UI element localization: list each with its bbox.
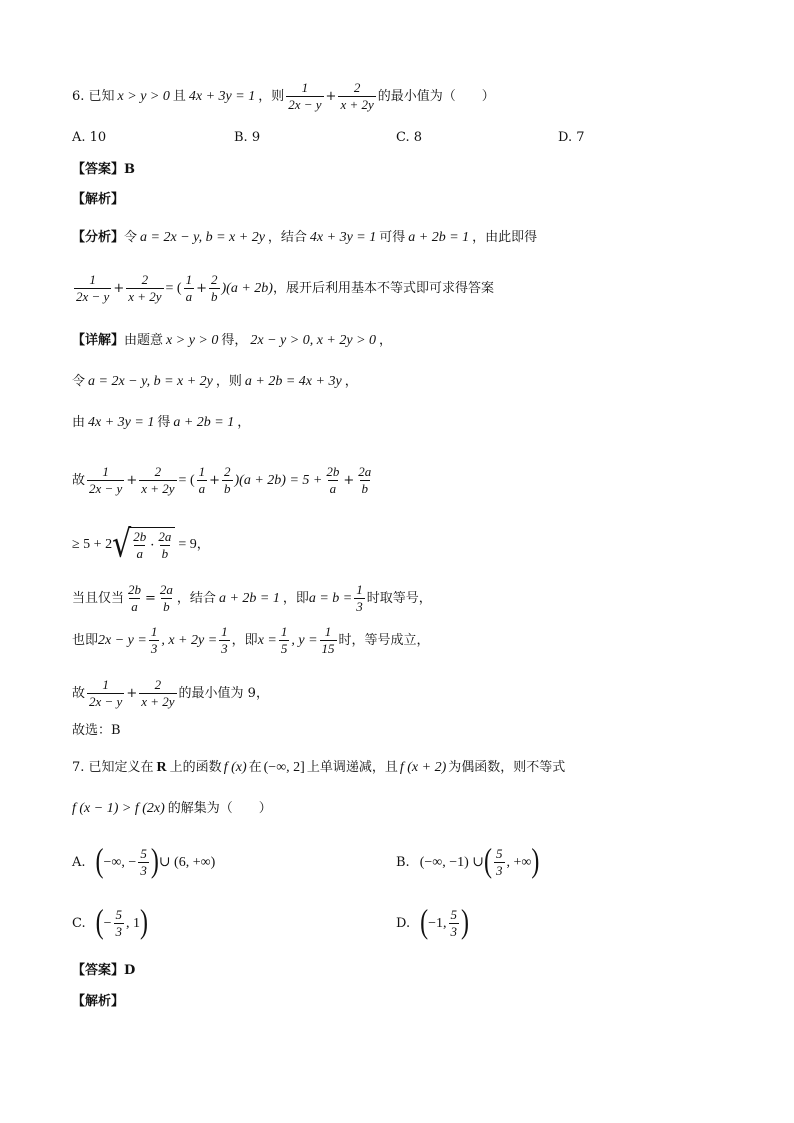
text: = 9 xyxy=(178,536,197,552)
text: 1 xyxy=(102,677,109,692)
text: )(a + 2b) = 5 + xyxy=(234,472,323,488)
text: ， xyxy=(196,536,210,552)
text: a = 2x − y, b = x + 2y xyxy=(140,230,265,245)
plus-sign: + xyxy=(325,88,337,104)
text: 令 xyxy=(124,230,138,245)
text: ，结合 xyxy=(267,230,307,245)
fraction xyxy=(131,529,148,562)
text: 2x − y xyxy=(89,694,123,709)
text: (−∞, −1) ∪ xyxy=(419,855,485,870)
text: 3 xyxy=(356,599,363,614)
text: 1 xyxy=(89,272,96,287)
text: ，则 xyxy=(215,374,242,389)
fraction xyxy=(126,582,143,615)
text: + xyxy=(343,472,355,488)
text: 3 xyxy=(221,641,228,656)
fraction xyxy=(449,907,460,940)
text: x + 2y xyxy=(141,481,175,496)
text: + xyxy=(209,472,221,488)
text: 1 xyxy=(198,464,206,479)
q6-detail-line6 xyxy=(72,582,432,615)
text: + xyxy=(196,280,207,296)
text: 可得 xyxy=(379,230,406,245)
text: (−∞, 2] xyxy=(263,760,305,775)
math-symbol: ) xyxy=(140,904,149,941)
text: a + 2b = 1 xyxy=(218,590,280,606)
text: 2a xyxy=(159,582,173,597)
text: 也即 xyxy=(72,632,99,648)
math-symbol xyxy=(129,527,175,562)
q6-condition-ineq: x > y > 0 xyxy=(117,88,170,104)
fraction xyxy=(494,846,505,879)
fraction xyxy=(126,272,163,305)
text: 时取等号， xyxy=(366,590,432,606)
text: a xyxy=(131,599,138,614)
fraction xyxy=(114,907,125,940)
text: 【分析】 xyxy=(72,230,125,245)
text: ，由此即得 xyxy=(472,230,538,245)
text: a + 2b = 4x + 3y xyxy=(244,374,342,389)
text: 1 xyxy=(185,272,193,287)
text: 15 xyxy=(321,641,335,656)
text: 上单调递减，且 xyxy=(306,760,398,775)
text: a + 2b = 1 xyxy=(408,230,470,245)
text: 得 xyxy=(157,415,171,430)
text: x > y > 0 xyxy=(166,333,219,348)
q6-detail-line4 xyxy=(72,464,375,497)
fraction xyxy=(139,677,176,710)
text: a xyxy=(185,289,193,304)
q6-option-b xyxy=(234,130,260,145)
text: )(a + 2b) xyxy=(221,280,273,296)
text: 2b xyxy=(326,464,340,479)
fraction xyxy=(87,677,124,710)
text: 2x − y = xyxy=(98,632,147,648)
q6-analysis-heading xyxy=(72,191,124,209)
square-root xyxy=(112,522,175,566)
math-symbol: √ xyxy=(112,522,132,566)
fraction xyxy=(87,464,124,497)
q6-option-d xyxy=(558,130,585,145)
q6-choose xyxy=(72,722,121,740)
text: a = b = xyxy=(308,590,353,606)
q7-stem-line1 xyxy=(72,759,565,777)
text: R xyxy=(156,760,167,775)
text: ∪ (6, +∞) xyxy=(158,855,216,870)
q7-stem-line2 xyxy=(72,800,272,818)
text: ，即 xyxy=(231,632,258,648)
text: ， xyxy=(379,333,393,348)
text: 2 xyxy=(353,80,361,95)
text: 2x − y > 0, x + 2y > 0 xyxy=(250,333,377,348)
text: A. 10 xyxy=(72,130,107,145)
text: ， xyxy=(237,415,251,430)
text: 的最小值为（ ） xyxy=(377,88,495,104)
text: 故选：B xyxy=(72,723,121,738)
q7-answer xyxy=(72,962,135,980)
text: 4x + 3y = 1 xyxy=(309,230,377,245)
text: a = 2x − y, b = x + 2y xyxy=(88,374,213,389)
q6-option-c xyxy=(396,130,422,145)
text: 在 xyxy=(248,760,262,775)
text: b xyxy=(361,481,368,496)
text: C. 8 xyxy=(396,130,423,145)
text: , x + 2y = xyxy=(161,632,218,648)
q6-condition-eq: 4x + 3y = 1 xyxy=(188,88,256,104)
text: 时，等号成立， xyxy=(338,632,430,648)
text: 2a xyxy=(158,529,172,544)
text: 由题意 xyxy=(124,333,164,348)
fraction xyxy=(222,464,233,497)
text: = ( xyxy=(178,472,195,488)
text: ，展开后利用基本不等式即可求得答案 xyxy=(272,280,494,296)
text: x + 2y xyxy=(340,97,374,112)
text: ，则 xyxy=(258,88,285,104)
q7-option-a xyxy=(72,843,216,880)
fraction xyxy=(138,846,149,879)
q7-option-b xyxy=(396,843,540,880)
math-symbol: ( xyxy=(95,904,104,941)
text: 【解析】 xyxy=(72,994,125,1009)
text: C. xyxy=(72,916,86,931)
text: , 1 xyxy=(126,915,141,931)
q7-option-c xyxy=(72,904,149,941)
text: 2x − y xyxy=(288,97,322,112)
text: x = xyxy=(257,632,277,648)
text: 1 xyxy=(102,464,109,479)
text: b xyxy=(224,481,231,496)
text: f (x) xyxy=(223,760,247,775)
text: − xyxy=(103,915,112,931)
text: 1 xyxy=(324,624,332,639)
text: 由 xyxy=(72,415,86,430)
text: 2b xyxy=(133,529,147,544)
text: D. 7 xyxy=(558,130,585,145)
text: 的最小值为 9， xyxy=(178,685,269,701)
text: f (x − 1) > f (2x) xyxy=(72,801,165,816)
q6-fenxi-line1 xyxy=(72,229,537,247)
text: 故 xyxy=(72,685,86,701)
text: B. xyxy=(396,855,410,870)
text: 2x − y xyxy=(76,289,110,304)
text: 5 xyxy=(450,907,457,922)
text: + xyxy=(113,280,125,296)
text: 【详解】 xyxy=(72,333,125,348)
text: 5 xyxy=(496,846,503,861)
text: 2 xyxy=(224,464,231,479)
text: 1 xyxy=(356,582,363,597)
text: · xyxy=(150,537,155,553)
text: b xyxy=(163,599,170,614)
text: 1 xyxy=(280,624,288,639)
text: f (x + 2) xyxy=(399,760,447,775)
text: 2 xyxy=(211,272,218,287)
text: 1 xyxy=(221,624,228,639)
text: 【解析】 xyxy=(72,192,125,207)
text: 2b xyxy=(128,582,142,597)
text: −1, xyxy=(428,915,447,931)
q7-option-d xyxy=(396,904,469,941)
text: 当且仅当 xyxy=(72,590,125,606)
fraction xyxy=(74,272,111,305)
math-symbol: ) xyxy=(531,843,540,880)
text: a xyxy=(136,546,143,561)
math-symbol: ) xyxy=(461,904,469,941)
fraction xyxy=(279,624,290,657)
fraction xyxy=(320,624,337,657)
q6-fenxi-line2 xyxy=(72,272,494,305)
text: 3 xyxy=(496,863,503,878)
fraction xyxy=(209,272,220,305)
text: , y = xyxy=(291,632,318,648)
text: 故 xyxy=(72,472,86,488)
fraction xyxy=(156,529,173,562)
text: 1 xyxy=(150,624,158,639)
text: 1 xyxy=(301,80,309,95)
q6-option-a xyxy=(72,130,106,145)
fraction xyxy=(197,464,208,497)
text: x + 2y xyxy=(128,289,162,304)
fraction xyxy=(219,624,230,657)
text: 3 xyxy=(115,924,123,939)
text: 5 xyxy=(280,641,288,656)
text: B. 9 xyxy=(234,130,261,145)
text: ， xyxy=(344,374,358,389)
fraction xyxy=(324,464,341,497)
text: a + 2b = 1 xyxy=(173,415,235,430)
fraction xyxy=(184,272,195,305)
text: 3 xyxy=(150,641,158,656)
text: ，即 xyxy=(282,590,309,606)
text: ，结合 xyxy=(176,590,216,606)
q6-detail-line7 xyxy=(72,624,430,657)
q6-fraction-2 xyxy=(338,80,375,113)
q6-answer xyxy=(72,161,135,179)
q6-stem xyxy=(72,80,495,113)
fraction xyxy=(354,582,365,615)
math-symbol: ( xyxy=(484,843,493,880)
text: + xyxy=(126,685,138,701)
text: ≥ 5 + 2 xyxy=(72,536,113,552)
text: 3 xyxy=(450,924,457,939)
text: 2x − y xyxy=(89,481,123,496)
text: 上的函数 xyxy=(169,760,222,775)
text: a xyxy=(198,481,206,496)
text: b xyxy=(211,289,218,304)
text: , +∞ xyxy=(506,854,532,870)
text: 2 xyxy=(154,677,162,692)
text: 2 xyxy=(141,272,149,287)
text: D. xyxy=(396,916,411,931)
text: 5 xyxy=(115,907,123,922)
text: 为偶函数，则不等式 xyxy=(448,760,566,775)
q6-detail-line5 xyxy=(72,522,210,566)
text: a xyxy=(329,481,337,496)
q6-detail-line1 xyxy=(72,332,392,350)
math-symbol: ) xyxy=(150,843,159,880)
text: 5 xyxy=(140,846,147,861)
text: 7. 已知定义在 xyxy=(72,760,154,775)
text: 【答案】B xyxy=(72,162,135,177)
q6-fraction-1 xyxy=(286,80,323,113)
text: x + 2y xyxy=(141,694,175,709)
text: 且 xyxy=(172,88,186,104)
text: b xyxy=(161,546,169,561)
q6-number: 6. 已知 xyxy=(72,88,115,104)
text: = xyxy=(145,590,156,606)
fraction xyxy=(139,464,176,497)
math-symbol: ( xyxy=(420,904,429,941)
q6-detail-line2 xyxy=(72,373,358,391)
text: = ( xyxy=(165,280,182,296)
fraction xyxy=(356,464,373,497)
fraction xyxy=(149,624,160,657)
text: 2a xyxy=(358,464,372,479)
q6-detail-line8 xyxy=(72,677,269,710)
text: −∞, − xyxy=(103,854,137,870)
text: 的解集为（ ） xyxy=(167,801,272,816)
text: 【答案】D xyxy=(72,963,136,978)
text: 令 xyxy=(72,374,86,389)
text: A. xyxy=(72,855,86,870)
q7-analysis-heading xyxy=(72,993,124,1011)
math-symbol: ( xyxy=(95,843,104,880)
text: 3 xyxy=(140,863,147,878)
text: 4x + 3y = 1 xyxy=(88,415,155,430)
text: + xyxy=(126,472,138,488)
text: 2 xyxy=(154,464,162,479)
text: 得， xyxy=(221,333,248,348)
fraction xyxy=(158,582,175,615)
q6-detail-line3 xyxy=(72,414,250,432)
